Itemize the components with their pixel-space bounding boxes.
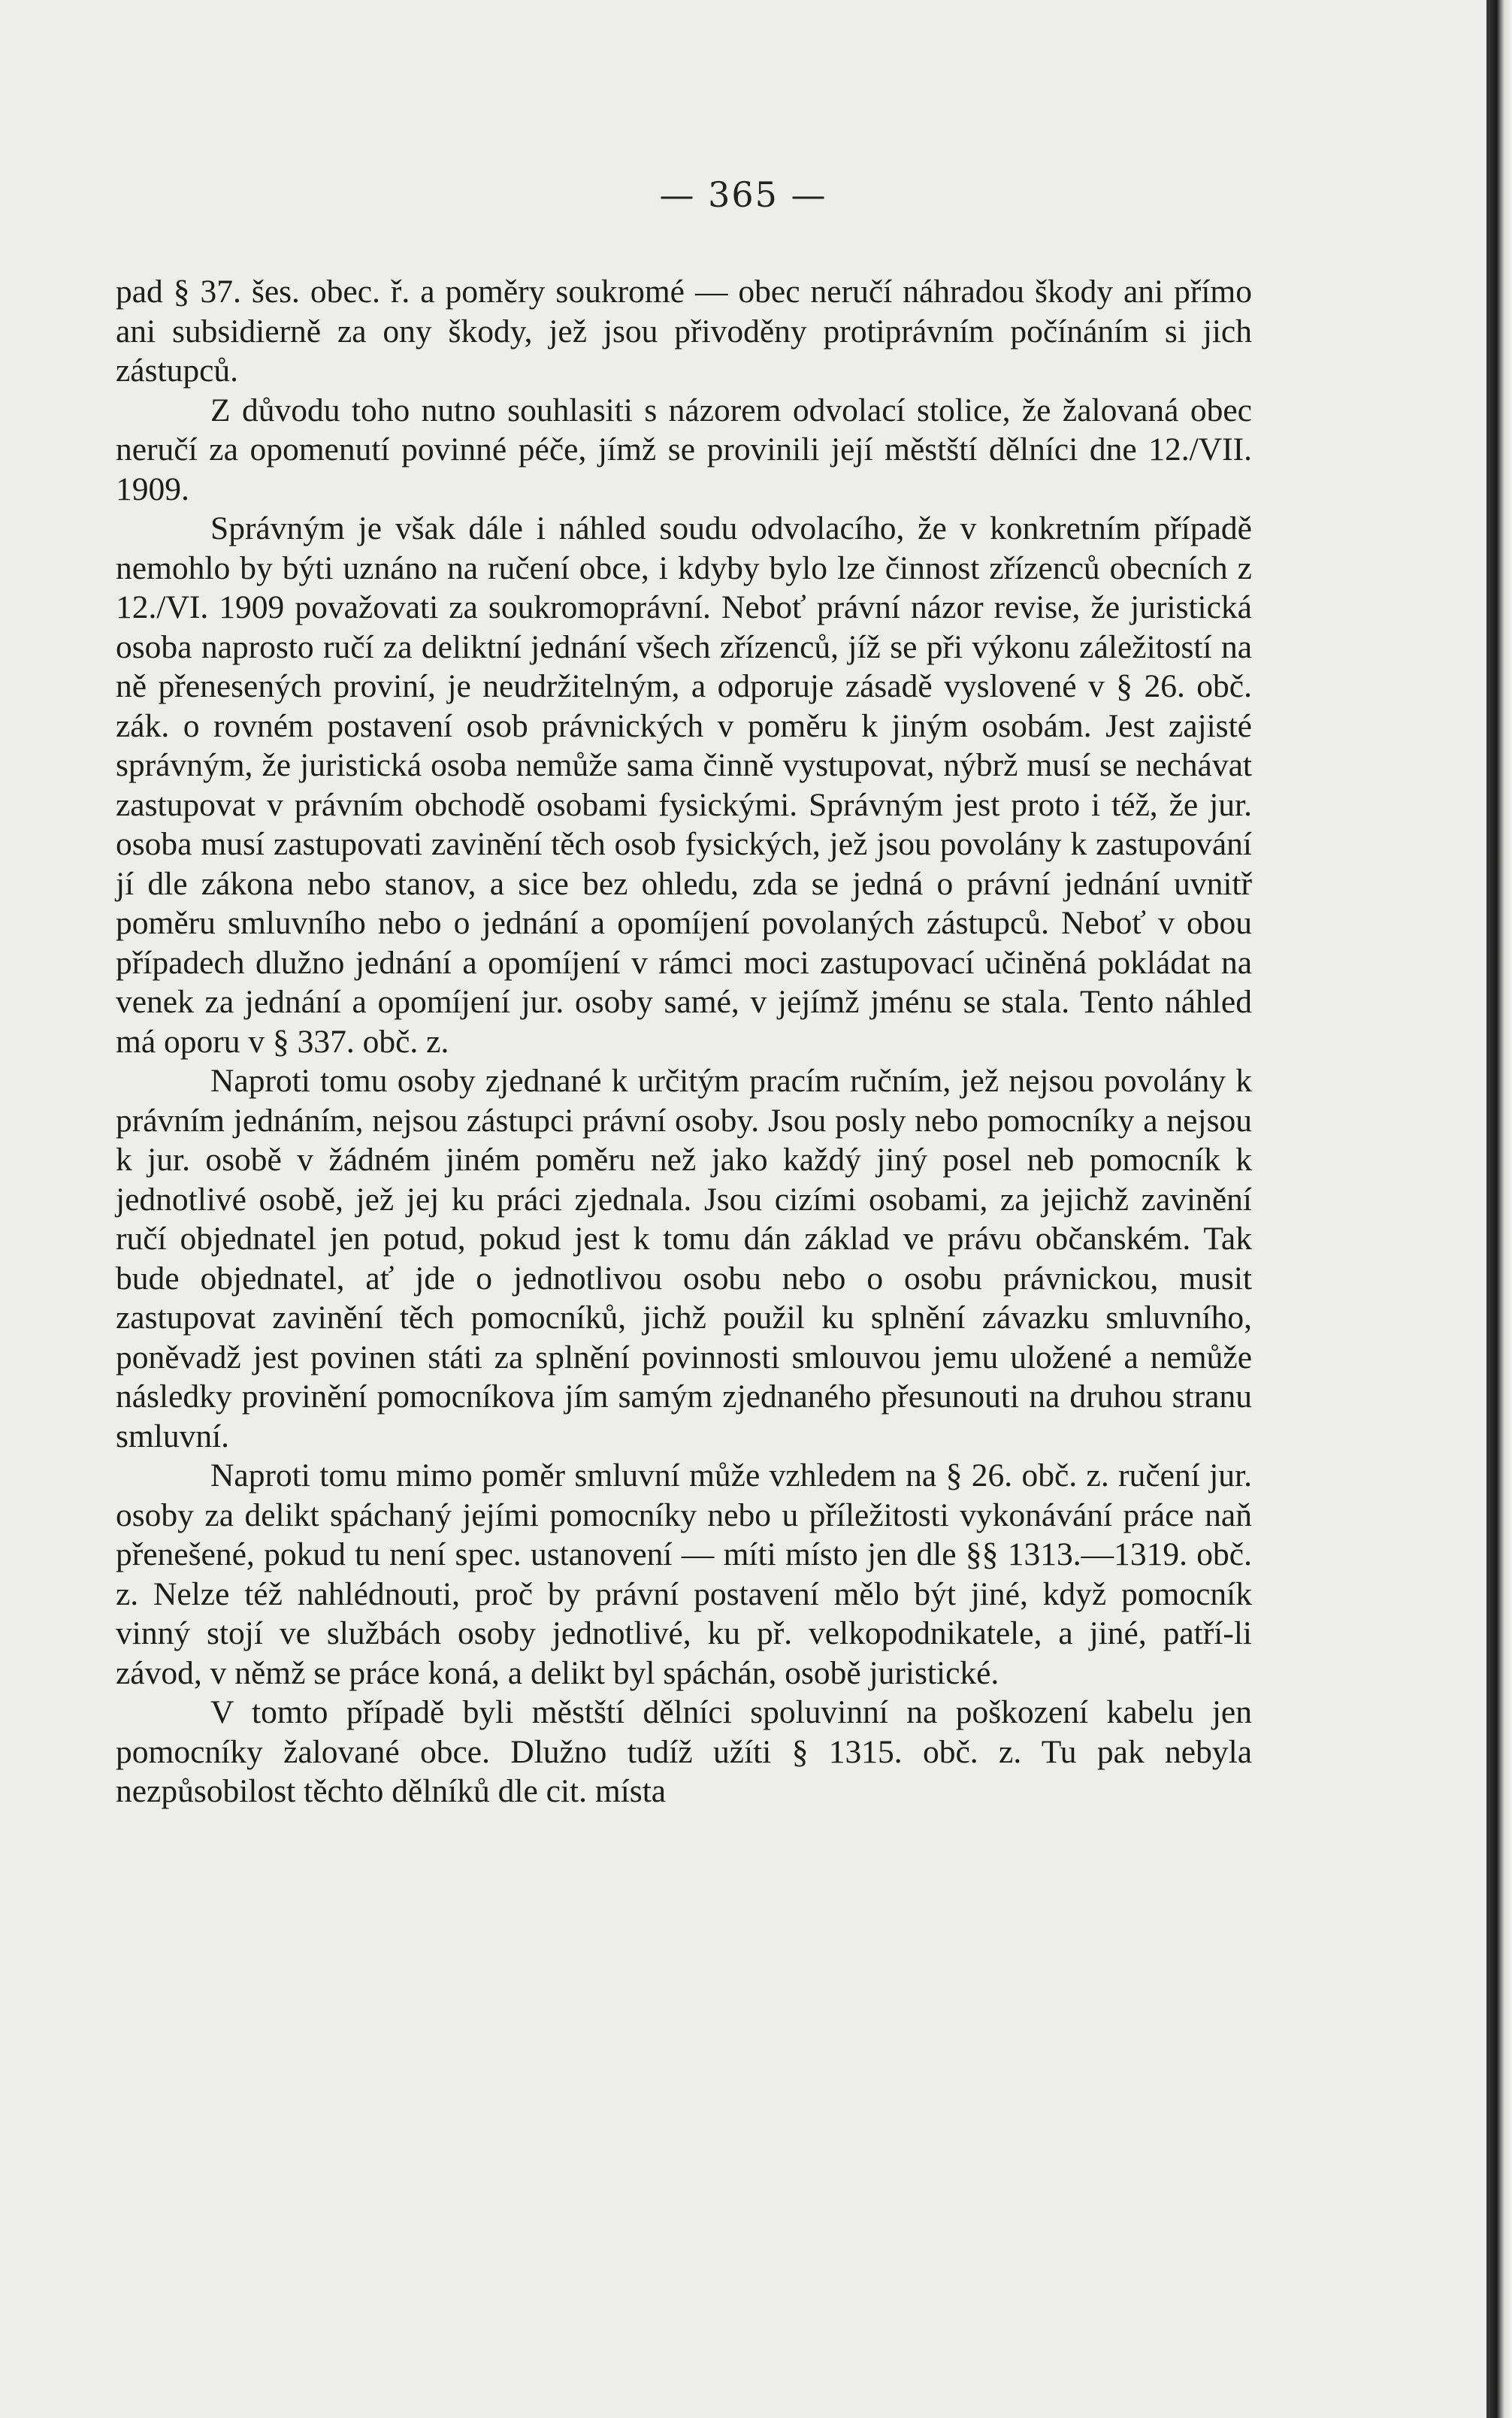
paragraph: Naproti tomu osoby zjednané k určitým pracím ručním, jež nejsou povolány k právním jednáním, nejsou zástupci právní osoby. Jsou posly nebo pomocníky a nejsou k jur. osobě v žádném jiném poměru než jako každý jiný posel neb pomocník k jednotlivé osobě, jež jej ku práci zjednala. Jsou cizími osobami, za jejichž zavinění ručí objednatel jen potud, pokud jest k tomu dán základ ve právu občanském. Tak bude objednatel, ať jde o jednotlivou osobu nebo o osobu právnickou, musit zastupovat zavinění těch pomocníků, jichž použil ku splnění závazku smluvního, poněvadž jest povinen státi za splnění povinnosti smlouvou jemu uložené a nemůže následky provinění pomocníkova jím samým zjednaného přesunouti na druhou stranu smluvní. — [116, 1063, 1252, 1454]
page-number: — 365 — — [659, 174, 827, 215]
paragraph: Naproti tomu mimo poměr smluvní může vzhledem na § 26. obč. z. ručení jur. osoby za delikt spáchaný jejími pomocníky nebo u příležitosti vykonávání práce naň přenešené, pokud tu není spec. ustanovení — míti místo jen dle §§ 1313.—1319. obč. z. Nelze též nahlédnouti, proč by právní postavení mělo být jiné, když pomocník vinný stojí ve službách osoby jednotlivé, ku př. velkopodnikatele, a jiné, patří-li závod, v němž se práce koná, a delikt byl spáchán, osobě juristické. — [116, 1457, 1252, 1691]
paragraph: Správným je však dále i náhled soudu odvolacího, že v konkretním případě nemohlo by býti uznáno na ručení obce, i kdyby bylo lze činnost zřízenců obecních z 12./VI. 1909 považovati za soukromoprávní. Neboť právní názor revise, že juristická osoba naprosto ručí za deliktní jednání všech zřízenců, jíž se při výkonu záležitostí na ně přenesených proviní, je neudržitelným, a odporuje zásadě vyslovené v § 26. obč. zák. o rovném postavení osob právnických v poměru k jiným osobám. Jest zajisté správným, že juristická osoba nemůže sama činně vystupovat, nýbrž musí se nechávat zastupovat v právním obchodě osobami fysickými. Správným jest proto i též, že jur. osoba musí zastupovati zavinění těch osob fysických, jež jsou povolány k zastupování jí dle zákona nebo stanov, a sice bez ohledu, zda se jedná o právní jednání uvnitř poměru smluvního nebo o jednání a opomíjení povolaných zástupců. Neboť v obou případech dlužno jednání a opomíjení v rámci moci zastupovací učiněná pokládat na venek za jednání a opomíjení jur. osoby samé, v jejímž jménu se stala. Tento náhled má oporu v § 337. obč. z. — [116, 510, 1252, 1060]
paragraph: Z důvodu toho nutno souhlasiti s názorem odvolací stolice, že žalovaná obec neručí za opomenutí povinné péče, jímž se provinili její městští dělníci dne 12./VII. 1909. — [116, 392, 1252, 507]
paragraph: pad § 37. šes. obec. ř. a poměry soukromé — obec neručí náhradou škody ani přímo ani subsidierně za ony škody, jež jsou přivoděny protiprávním počínáním si jich zástupců. — [116, 274, 1252, 389]
page-edge-shadow — [1486, 0, 1512, 2418]
body-text — [116, 272, 1252, 1811]
paragraph: V tomto případě byli městští dělníci spoluvinní na poškození kabelu jen pomocníky žalované obce. Dlužno tudíž užíti § 1315. obč. z. Tu pak nebyla nezpůsobilost těchto dělníků dle cit. místa — [116, 1694, 1252, 1809]
